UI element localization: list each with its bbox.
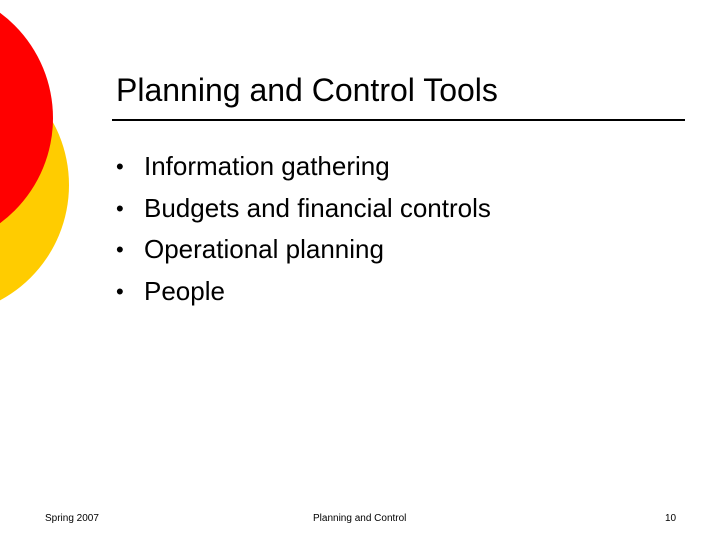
bullet-icon: • xyxy=(116,278,124,304)
bullet-text: Information gathering xyxy=(144,151,390,181)
bullet-text: Budgets and financial controls xyxy=(144,192,491,223)
bullet-icon: • xyxy=(116,154,124,179)
page-number: 10 xyxy=(665,513,677,524)
bullet-text: Operational planning xyxy=(144,234,384,264)
bullet-text: People xyxy=(144,275,225,306)
bullet-icon: • xyxy=(116,195,124,221)
title-underline xyxy=(112,119,685,121)
footer-date: Spring 2007 xyxy=(45,513,99,524)
footer-title: Planning and Control xyxy=(313,513,407,524)
bullet-icon: • xyxy=(116,237,124,262)
slide-title: Planning and Control Tools xyxy=(116,72,498,108)
